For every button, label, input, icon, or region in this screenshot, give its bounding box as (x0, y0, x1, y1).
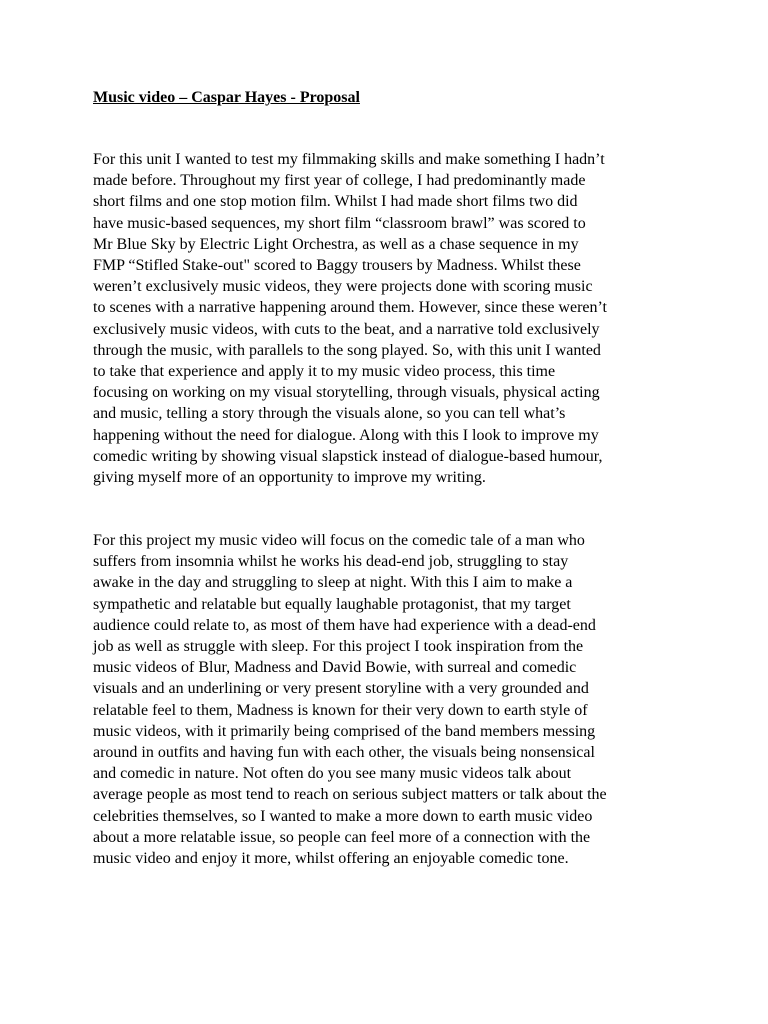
text-line: to scenes with a narrative happening around them. However, since these weren’t (93, 299, 607, 317)
text-line: giving myself more of an opportunity to improve my writing. (93, 469, 486, 487)
text-line: focusing on working on my visual storytelling, through visuals, physical acting (93, 384, 600, 402)
text-line: exclusively music videos, with cuts to the beat, and a narrative told exclusively (93, 320, 600, 338)
text-line: music videos, with it primarily being comprised of the band members messing (93, 722, 596, 740)
text-line: For this unit I wanted to test my filmmaking skills and make something I hadn’t (93, 151, 605, 168)
text-line: visuals and an underlining or very present storyline with a very grounded and (93, 680, 589, 698)
text-line: relatable feel to them, Madness is known for their very down to earth style of (93, 701, 588, 719)
paragraph-2 (93, 530, 693, 869)
text-line: For this project my music video will focus on the comedic tale of a man who (93, 532, 585, 549)
text-line: have music-based sequences, my short film “classroom brawl” was scored to (93, 214, 586, 232)
text-line: average people as most tend to reach on serious subject matters or talk about the (93, 786, 607, 804)
text-line: music video and enjoy it more, whilst offering an enjoyable comedic tone. (93, 850, 569, 868)
text-line: short films and one stop motion film. Whilst I had made short films two did (93, 193, 578, 211)
text-line: around in outfits and having fun with each other, the visuals being nonsensical (93, 744, 595, 762)
text-line: celebrities themselves, so I wanted to make a more down to earth music video (93, 807, 593, 825)
text-line: weren’t exclusively music videos, they were projects done with scoring music (93, 278, 593, 296)
text-line: about a more relatable issue, so people can feel more of a connection with the (93, 828, 591, 846)
text-line: made before. Throughout my first year of college, I had predominantly made (93, 172, 586, 190)
document-title: Music video – Caspar Hayes - Proposal (93, 89, 360, 106)
text-line: sympathetic and relatable but equally laughable protagonist, that my target (93, 595, 571, 613)
text-line: and music, telling a story through the visuals alone, so you can tell what’s (93, 405, 566, 423)
text-line: suffers from insomnia whilst he works his dead-end job, struggling to stay (93, 553, 569, 571)
text-line: audience could relate to, as most of them have had experience with a dead-end (93, 616, 596, 634)
text-line: FMP “Stifled Stake-out" scored to Baggy trousers by Madness. Whilst these (93, 257, 581, 275)
paragraph-1 (93, 149, 693, 488)
text-line: and comedic in nature. Not often do you see many music videos talk about (93, 765, 572, 783)
text-line: to take that experience and apply it to my music video process, this time (93, 363, 556, 381)
text-line: through the music, with parallels to the song played. So, with this unit I wanted (93, 341, 601, 359)
text-line: happening without the need for dialogue. Along with this I look to improve my (93, 426, 599, 444)
text-line: music videos of Blur, Madness and David Bowie, with surreal and comedic (93, 659, 577, 677)
text-line: comedic writing by showing visual slapstick instead of dialogue-based humour, (93, 447, 603, 465)
text-line: awake in the day and struggling to sleep at night. With this I aim to make a (93, 574, 573, 592)
text-line: job as well as struggle with sleep. For this project I took inspiration from the (93, 638, 584, 656)
text-line: Mr Blue Sky by Electric Light Orchestra, as well as a chase sequence in my (93, 235, 579, 253)
